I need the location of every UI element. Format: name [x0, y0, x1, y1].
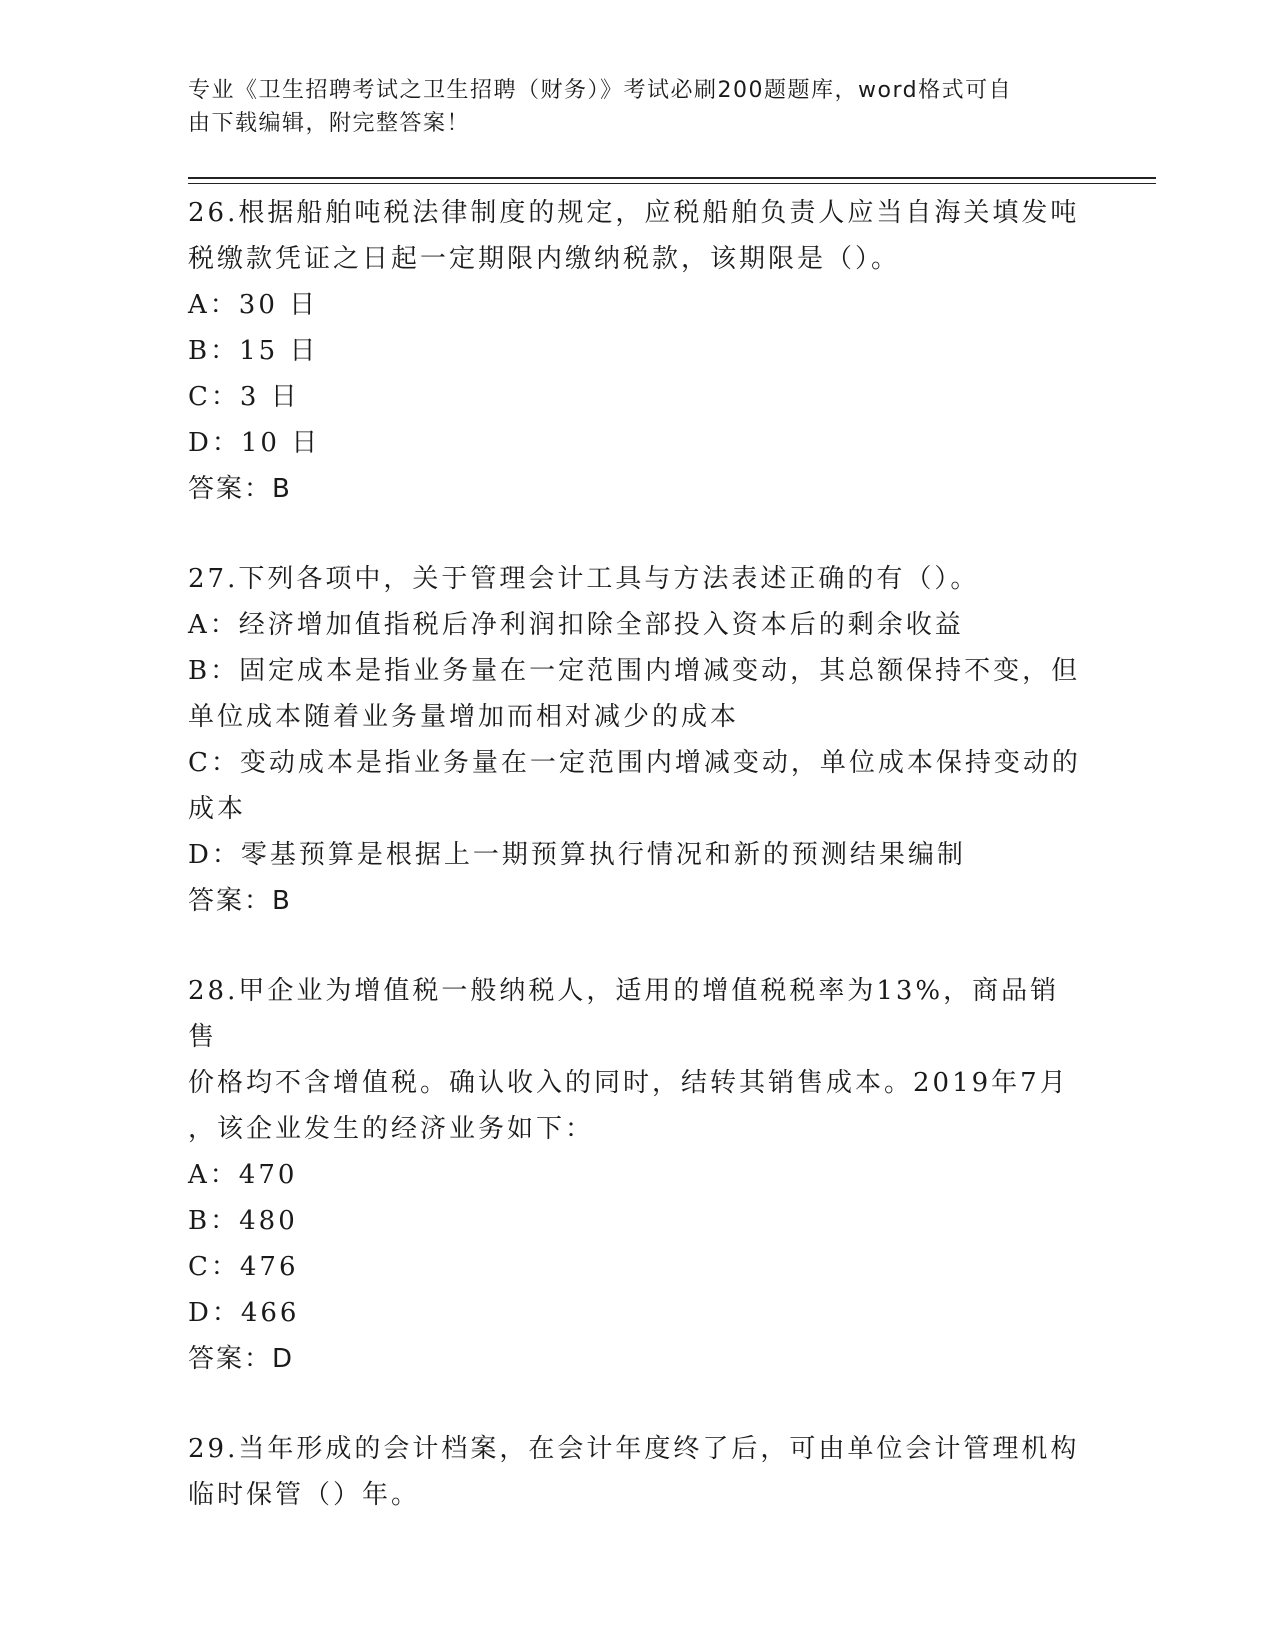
option-d: D：10 日 — [188, 428, 321, 458]
header-line-1: 专业《卫生招聘考试之卫生招聘（财务）》考试必刷200题题库，word格式可自 — [188, 78, 1013, 103]
header-line-2: 由下载编辑，附完整答案！ — [188, 111, 471, 136]
document-header — [188, 74, 1068, 140]
option-c: C：3 日 — [188, 382, 300, 412]
option-a: A：30 日 — [188, 290, 319, 320]
option-b-continued: 单位成本随着业务量增加而相对减少的成本 — [188, 702, 740, 732]
option-b: B：15 日 — [188, 336, 319, 366]
option-c: C：476 — [188, 1252, 299, 1282]
header-divider-thin — [188, 183, 1156, 184]
answer-line: 答案：B — [188, 886, 292, 916]
option-d: D：466 — [188, 1298, 300, 1328]
question-list — [188, 190, 1088, 1562]
question-stem-line: 税缴款凭证之日起一定期限内缴纳税款，该期限是（）。 — [188, 244, 901, 274]
answer-line: 答案：B — [188, 474, 292, 504]
option-a: A：经济增加值指税后净利润扣除全部投入资本后的剩余收益 — [188, 610, 964, 640]
answer-line: 答案：D — [188, 1344, 295, 1374]
question-stem-line: ，该企业发生的经济业务如下： — [188, 1114, 595, 1144]
question-stem-line: 27.下列各项中，关于管理会计工具与方法表述正确的有（）。 — [188, 564, 980, 594]
question-stem-line: 29.当年形成的会计档案，在会计年度终了后，可由单位会计管理机构 — [188, 1434, 1080, 1464]
option-d: D：零基预算是根据上一期预算执行情况和新的预测结果编制 — [188, 840, 966, 870]
question-27 — [188, 556, 1088, 924]
question-stem-line: 价格均不含增值税。确认收入的同时，结转其销售成本。2019年7月 — [188, 1068, 1069, 1098]
option-b: B：480 — [188, 1206, 298, 1236]
option-a: A：470 — [188, 1160, 298, 1190]
option-b: B：固定成本是指业务量在一定范围内增减变动，其总额保持不变，但 — [188, 656, 1081, 686]
question-29 — [188, 1426, 1088, 1518]
question-26 — [188, 190, 1088, 512]
question-28 — [188, 968, 1088, 1382]
option-c: C：变动成本是指业务量在一定范围内增减变动，单位成本保持变动的 — [188, 748, 1081, 778]
header-divider-thick — [188, 177, 1156, 179]
question-stem-line: 临时保管（）年。 — [188, 1480, 421, 1510]
question-stem-line: 28.甲企业为增值税一般纳税人，适用的增值税税率为13%，商品销售 — [188, 976, 1060, 1052]
option-c-continued: 成本 — [188, 794, 247, 824]
question-stem-line: 26.根据船舶吨税法律制度的规定，应税船舶负责人应当自海关填发吨 — [188, 198, 1080, 228]
